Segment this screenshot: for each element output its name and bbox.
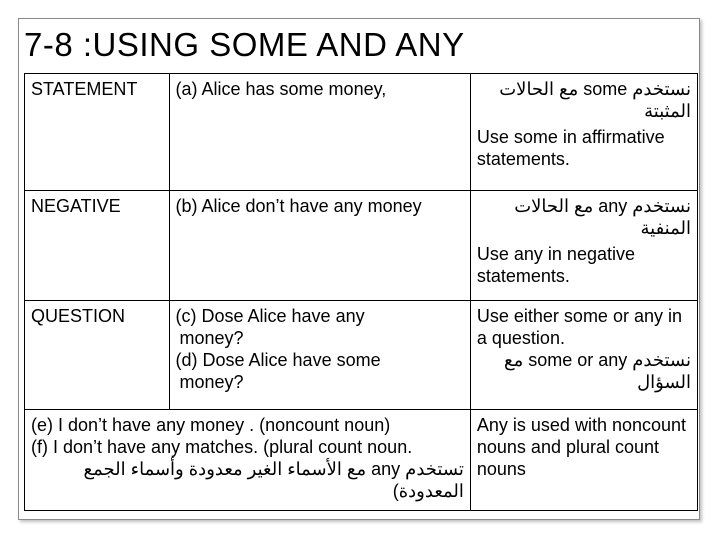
arabic-explanation: نستخدم some مع الحالات	[499, 79, 691, 99]
explanation-cell	[470, 301, 697, 409]
english-explanation: Use any in negative statements.	[476, 243, 635, 286]
english-explanation: Use either some or any in a question.	[476, 306, 682, 349]
table-row	[25, 74, 698, 191]
example-d-cont: money?	[179, 372, 244, 393]
explanation-cell	[470, 190, 697, 301]
example-b: (b) Alice don’t have any money	[169, 190, 470, 301]
example-a: (a) Alice has some money,	[169, 74, 470, 191]
slide-title: 7-8 :USING SOME AND ANY	[24, 26, 465, 63]
explanation-cell	[470, 74, 697, 191]
arabic-explanation-cont: المنفية	[640, 217, 691, 238]
example-d: (d) Dose Alice have some	[175, 350, 381, 371]
english-explanation: Use some in affirmative statements.	[476, 127, 665, 169]
table-row	[25, 301, 698, 409]
arabic-explanation-cont: المثبتة	[644, 101, 691, 121]
table-row	[25, 190, 698, 301]
some-any-table	[24, 73, 698, 511]
row-label-statement: STATEMENT	[25, 74, 170, 191]
any-note-cell: Any is used with noncount nouns and plural count nouns	[470, 409, 697, 510]
arabic-explanation: نستخدم some or any مع	[504, 350, 691, 371]
examples-cd	[169, 301, 470, 409]
row-label-question: QUESTION	[25, 301, 170, 409]
arabic-note: تستخدم any مع الأسماء الغير معدودة وأسماء الجمع المعدودة)	[83, 458, 464, 501]
table-row	[25, 409, 698, 510]
example-c-cont: money?	[179, 328, 244, 349]
arabic-explanation-cont: السؤال	[637, 372, 691, 393]
example-c: (c) Dose Alice have any	[175, 306, 365, 327]
examples-ef	[25, 409, 471, 510]
example-e: (e) I don’t have any money . (noncount noun)	[31, 414, 391, 435]
arabic-explanation: نستخدم any مع الحالات	[514, 195, 691, 216]
row-label-negative: NEGATIVE	[25, 190, 170, 301]
example-f: (f) I don’t have any matches. (plural count noun.	[31, 436, 413, 457]
